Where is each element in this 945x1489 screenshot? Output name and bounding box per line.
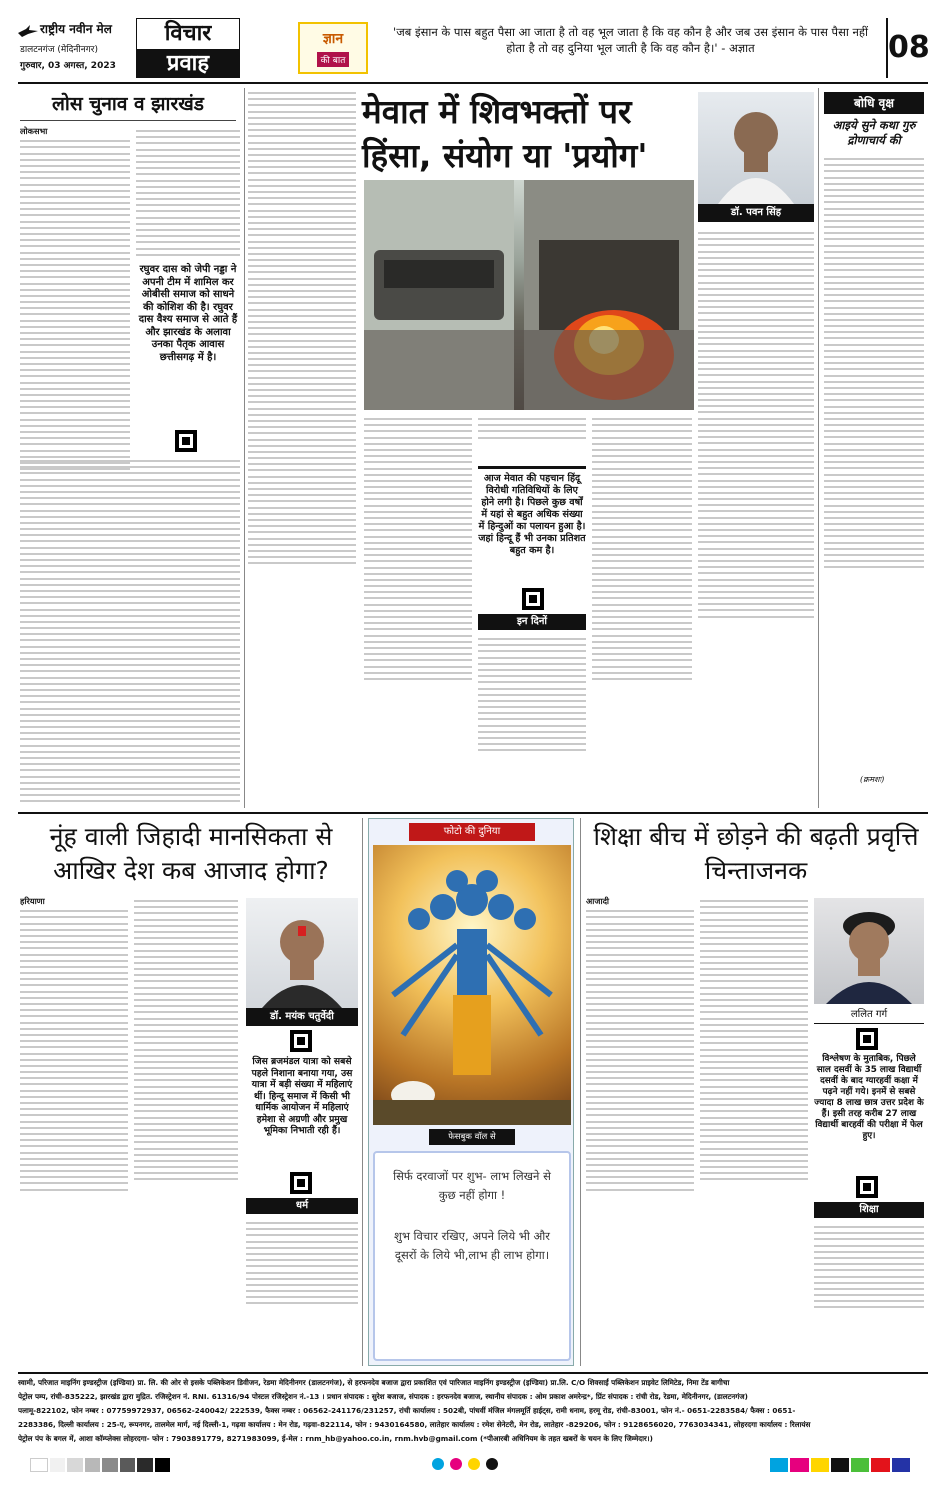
article-mewat-body-col4 [698, 228, 814, 806]
caption-line-1: सिर्फ दरवाजों पर शुभ- लाभ लिखने से [393, 1169, 551, 1183]
qr-code-icon [856, 1176, 878, 1198]
bodh-vriksh-body [824, 154, 924, 766]
article-nuh-body-col3 [246, 1218, 358, 1366]
lead-word: लोकसभा [20, 126, 48, 136]
bodh-vriksh-tag: बोधि वृक्ष [824, 92, 924, 114]
page-number: 08 [886, 18, 928, 78]
article-mewat-title: मेवात में शिवभक्तों पर हिंसा, संयोग या 'प्रयोग' [362, 92, 648, 175]
color-bar [770, 1458, 910, 1472]
column-tag-dharm: धर्म [246, 1198, 358, 1214]
article-nuh-body-col2 [134, 896, 238, 1366]
bird-logo-icon [18, 22, 38, 34]
date: गुरुवार, 03 अगस्त, 2023 [20, 61, 116, 71]
article-education-title: शिक्षा बीच में छोड़ने की बढ़ती प्रवृत्ति चिन्ताजनक [593, 822, 919, 885]
caption-line-2: कुछ नहीं होगा ! [438, 1188, 506, 1202]
article-mewat-body-col1 [364, 414, 472, 806]
masthead [18, 18, 928, 80]
photo-duniya-panel [368, 818, 574, 1366]
caption-line-3: शुभ विचार रखिए, अपने लिये भी और [394, 1229, 550, 1243]
pull-quote-text: विश्लेषण के मुताबिक, पिछले साल दसवीं के 35 लाख विद्यार्थी दसवीं के बाद ग्यारहवीं कक्षा में पढ़ने नहीं गये। इनमें से सबसे ज्यादा 8 लाख छात्र उत्तर प्रदेश के हैं। इसी तरह करीब 27 लाख विद्यार्थी बारहवीं की परीक्षा में फेल हुए। [814, 1054, 924, 1141]
article-education-pull-quote [814, 1054, 924, 1174]
article-nuh-title: नूंह वाली जिहादी मानसिकता से आखिर देश कब आजाद होगा? [49, 822, 333, 885]
registration-dots [432, 1458, 512, 1472]
bodh-vriksh-title: आइये सुने कथा गुरु द्रोणाचार्य की [832, 118, 916, 147]
mewat-burning-vehicles-photo [364, 180, 694, 410]
bodh-footnote: (क्रमशः) [860, 775, 885, 784]
article-mewat-body-col2b [478, 634, 586, 806]
gyan-label: ज्ञान [322, 31, 344, 47]
article-election-body-3 [20, 456, 240, 806]
edition: डालटनगंज (मेदिनीनगर) [20, 45, 98, 55]
header-quote: 'जब इंसान के पास बहुत पैसा आ जाता है तो वह भूल जाता है कि वह कौन है और जब उस इंसान के पास पैसा नहीं होता है तो वह दुनिया भूल जाती है कि वह कौन है।' - अज्ञात [393, 25, 868, 55]
photo-caption-box [373, 1151, 571, 1361]
article-election-body-2 [136, 126, 240, 260]
krishna-vishwaroop-image [373, 845, 571, 1125]
author-name-pawan: डॉ. पवन सिंह [698, 204, 814, 222]
imprint-footer [18, 1376, 928, 1448]
pull-quote-text: जिस ब्रजमंडल यात्रा को सबसे पहले निशाना बनाया गया, उस यात्रा में बड़ी संख्या में महिलाएं थीं। हिन्दू समाज में किसी भी धार्मिक आयोजन में महिलाएं हमेशा से अग्रणी और प्रमुख भूमिका निभाती रही हैं। [251, 1056, 353, 1136]
gyan-ki-baat-badge [298, 22, 368, 74]
article-education-body-col1 [586, 896, 694, 1366]
article-nuh-pull-quote [246, 1056, 358, 1166]
column-tag-in-dinon: इन दिनों [478, 614, 586, 630]
author-name-mayank: डॉ. मयंक चतुर्वेदी [246, 1008, 358, 1026]
qr-code-icon [175, 430, 197, 452]
column-tag-shiksha: शिक्षा [814, 1202, 924, 1218]
section-title-box [136, 18, 240, 78]
caption-line-4: दूसरों के लिये भी,लाभ ही लाभ होगा। [394, 1248, 550, 1262]
paper-name: राष्ट्रीय नवीन मेल [40, 22, 112, 36]
imprint-line-3: पलामू-822102, फोन नम्बर : 07759972937, 06562-240042/ 222539, फैक्स नम्बर : 06562-241176/231257, रांची कार्यालय : 502बी, पांचवीं मंजिल मंगलमूर्ति हाईट्स, रामी धनाम, हरमू रोड, रांची-83001, फोन नं.- 0651-2283584/ फैक्स : 0651- [18, 1406, 796, 1415]
article-election-pull-quote [136, 264, 240, 444]
article-mewat-intro [248, 88, 356, 808]
qr-code-icon [290, 1172, 312, 1194]
article-mewat-body-col2 [478, 414, 586, 464]
gradient-marker-icon [30, 1458, 170, 1472]
imprint-line-5: पेट्रोल पंप के बगल में, आशा कॉम्प्लेक्स लोहरदगा- फोन : 7903891779, 8271983099, ई-मेल : rnm_hb@yahoo.co.in, rnm.hvb@gmail.com (*पीआरबी अधिनियम के तहत खबरों के चयन के लिए जिम्मेदार।) [18, 1434, 653, 1443]
article-mewat-body-col3 [592, 414, 692, 806]
author-photo-lalit [814, 898, 924, 1004]
photo-credit: फेसबुक वॉल से [429, 1129, 515, 1145]
qr-code-icon [522, 588, 544, 610]
article-nuh-body-col1 [20, 896, 128, 1366]
section-title-bottom: प्रवाह [137, 49, 239, 78]
author-photo-pawan [698, 92, 814, 204]
section-title-top: विचार [164, 21, 212, 46]
ki-baat-label: की बात [317, 52, 350, 67]
pull-quote-text: रघुवर दास को जेपी नड्डा ने अपनी टीम में शामिल कर ओबीसी समाज को साधने की कोशिश की है। रघुवर दास वैश्य समाज से आते हैं और झारखंड के अलावा उनका पैतृक आवास छत्तीसगढ़ में है। [138, 264, 238, 363]
pull-quote-text: आज मेवात की पहचान हिंदू विरोधी गतिविधियों के लिए होने लगी है। पिछले कुछ वर्षों में यहां से बहुत अधिक संख्या में हिन्दुओं का पलायन हुआ है। जहां हिन्दू हैं भी उनका प्रतिशत बहुत कम है। [478, 473, 586, 556]
lead-word: हरियाणा [20, 896, 45, 906]
imprint-line-2: पेट्रोल पम्प, रांची-835222, झारखंड द्वारा मुद्रित. रजिस्ट्रेशन नं. RNI. 61316/94 पोस्टल रजिस्ट्रेशन नं.-13 । प्रधान संपादक : सुरेश बजाज, संपादक : हरफनदेव बजाज, स्थानीय संपादक : ओम प्रकाश अमरेन्द्र*, प्रिंट संपादक : रांची रोड, रेडमा, मेदिनीनगर, (डालटनगंज) [18, 1392, 748, 1401]
author-name-lalit: ललित गर्ग [814, 1006, 924, 1024]
imprint-line-1: स्वामी, परिजात माइनिंग इण्डस्ट्रीज (इण्डिया) प्रा. लि. की ओर से इसके पब्लिकेशन डिवीजन, रेडमा मेदिनीनगर (डालटनगंज), से हरफनदेव बजाज द्वारा प्रकाशित एवं पारिजात माइनिंग इण्डस्ट्रीज (इण्डिया) प्रा.लि. C/O शिवसाईं पब्लिकेशन प्राइवेट लिमिटेड, निमा टेंड बागीचा [18, 1378, 730, 1387]
photo-duniya-header: फोटो की दुनिया [409, 823, 535, 841]
qr-code-icon [290, 1030, 312, 1052]
lead-word: आजादी [586, 896, 610, 906]
imprint-line-4: 2283386, दिल्ली कार्यालय : 25-ए, रूपनगर, तालमेल मार्ग, नई दिल्ली-1, गढ़वा कार्यालय : मेन रोड, गढ़वा-822114, फोन : 9430164580, लातेहार कार्यालय : रमेश सेनेटरी, मेन रोड, लातेहार -829206, फोन : 9128656020, 7763034341, लोहरदगा कार्यालय : रिलायंस [18, 1420, 811, 1429]
article-election-title: लोस चुनाव व झारखंड [52, 93, 204, 115]
author-photo-mayank [246, 898, 358, 1008]
article-education-body-col2 [700, 896, 808, 1366]
qr-code-icon [856, 1028, 878, 1050]
article-education-body-col3 [814, 1222, 924, 1366]
